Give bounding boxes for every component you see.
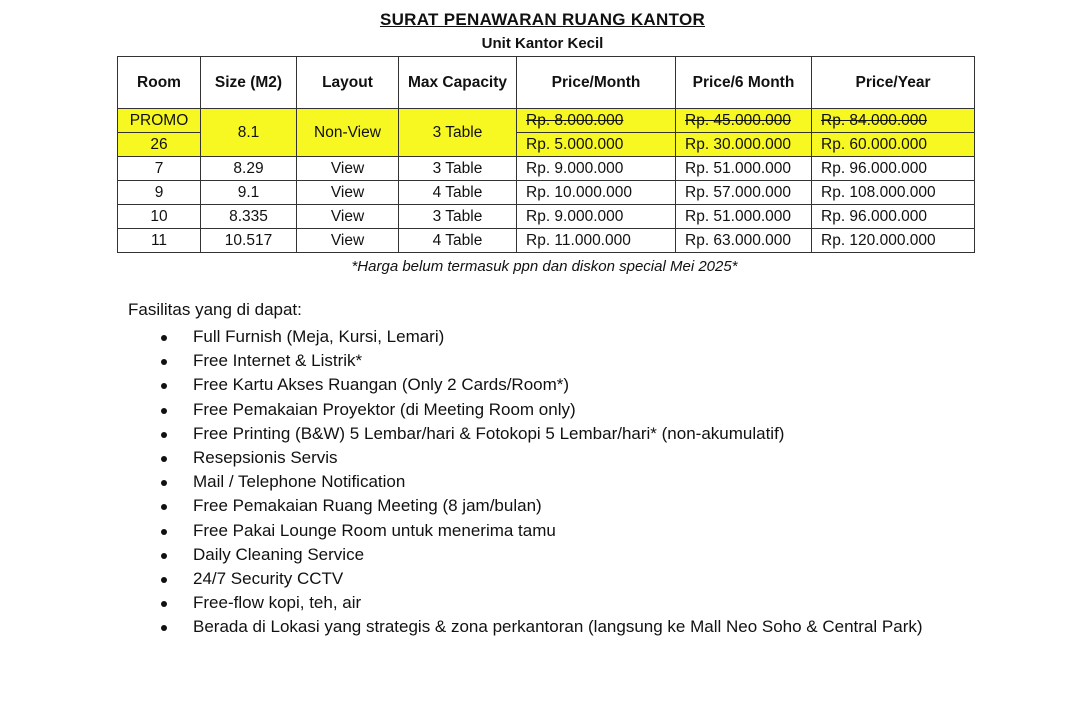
facility-text: Free Printing (B&W) 5 Lembar/hari & Fotokopi 5 Lembar/hari* (non-akumulatif) bbox=[193, 423, 785, 443]
promo-new-price-month: Rp. 5.000.000 bbox=[517, 133, 676, 157]
bullet-icon bbox=[161, 553, 167, 559]
facility-text: Full Furnish (Meja, Kursi, Lemari) bbox=[193, 327, 445, 346]
table-row bbox=[118, 157, 975, 181]
facility-text: Berada di Lokasi yang strategis & zona perkantoran (langsung ke Mall Neo Soho & Central Park) bbox=[193, 617, 923, 637]
header-price-6month: Price/6 Month bbox=[676, 57, 812, 109]
bullet-icon bbox=[161, 480, 167, 486]
list-item bbox=[150, 349, 923, 373]
header-max-capacity: Max Capacity bbox=[399, 57, 517, 109]
facility-text: Mail / Telephone Notification bbox=[193, 472, 406, 492]
price-6month-cell: Rp. 57.000.000 bbox=[676, 181, 812, 205]
price-year-cell: Rp. 120.000.000 bbox=[812, 229, 975, 253]
document-subtitle: Unit Kantor Kecil bbox=[481, 35, 604, 52]
price-6month-cell: Rp. 51.000.000 bbox=[676, 157, 812, 181]
header-size: Size (M2) bbox=[201, 57, 297, 109]
bullet-icon bbox=[161, 456, 167, 462]
bullet-icon bbox=[161, 625, 167, 631]
facility-text: Free Pakai Lounge Room untuk menerima tamu bbox=[193, 520, 556, 540]
capacity-cell: 3 Table bbox=[399, 205, 517, 229]
list-item bbox=[150, 446, 923, 470]
price-year-cell: Rp. 96.000.000 bbox=[812, 205, 975, 229]
size-cell: 8.335 bbox=[201, 205, 297, 229]
room-cell: 9 bbox=[118, 181, 201, 205]
promo-room-number: 26 bbox=[118, 133, 201, 157]
price-6month-cell: Rp. 63.000.000 bbox=[676, 229, 812, 253]
bullet-icon bbox=[161, 359, 167, 365]
promo-new-price-year: Rp. 60.000.000 bbox=[812, 133, 975, 157]
list-item bbox=[150, 422, 923, 446]
price-note: *Harga belum termasuk ppn dan diskon special Mei 2025* bbox=[351, 258, 738, 275]
price-month-cell: Rp. 10.000.000 bbox=[517, 181, 676, 205]
list-item bbox=[150, 398, 923, 422]
bullet-icon bbox=[161, 432, 167, 438]
capacity-cell: 3 Table bbox=[399, 157, 517, 181]
size-cell: 9.1 bbox=[201, 181, 297, 205]
price-year-cell: Rp. 96.000.000 bbox=[812, 157, 975, 181]
promo-old-price-month: Rp. 8.000.000 bbox=[517, 109, 676, 133]
bullet-icon bbox=[161, 529, 167, 535]
price-year-cell: Rp. 108.000.000 bbox=[812, 181, 975, 205]
header-layout: Layout bbox=[297, 57, 399, 109]
promo-layout: Non-View bbox=[297, 109, 399, 157]
promo-row bbox=[118, 109, 975, 133]
room-cell: 7 bbox=[118, 157, 201, 181]
size-cell: 10.517 bbox=[201, 229, 297, 253]
list-item bbox=[150, 543, 923, 567]
promo-size: 8.1 bbox=[201, 109, 297, 157]
table-row bbox=[118, 181, 975, 205]
facility-text: 24/7 Security CCTV bbox=[193, 568, 344, 588]
facility-text: Resepsionis Servis bbox=[193, 447, 338, 467]
list-item bbox=[150, 325, 923, 349]
header-price-month: Price/Month bbox=[517, 57, 676, 109]
promo-new-price-6month: Rp. 30.000.000 bbox=[676, 133, 812, 157]
facilities-list bbox=[150, 325, 923, 639]
capacity-cell: 4 Table bbox=[399, 229, 517, 253]
list-item bbox=[150, 373, 923, 397]
facility-text: Free Pemakaian Ruang Meeting (8 jam/bulan) bbox=[193, 496, 542, 516]
facility-text: Free Kartu Akses Ruangan (Only 2 Cards/Room*) bbox=[193, 375, 570, 395]
price-6month-cell: Rp. 51.000.000 bbox=[676, 205, 812, 229]
layout-cell: View bbox=[297, 205, 399, 229]
table-row bbox=[118, 229, 975, 253]
document-title: SURAT PENAWARAN RUANG KANTOR bbox=[379, 10, 706, 29]
facility-text: Free Pemakaian Proyektor (di Meeting Room only) bbox=[193, 399, 576, 419]
header-price-year: Price/Year bbox=[812, 57, 975, 109]
price-month-cell: Rp. 9.000.000 bbox=[517, 157, 676, 181]
pricing-table bbox=[117, 56, 975, 253]
layout-cell: View bbox=[297, 181, 399, 205]
bullet-icon bbox=[161, 335, 167, 341]
room-cell: 11 bbox=[118, 229, 201, 253]
bullet-icon bbox=[161, 601, 167, 607]
list-item bbox=[150, 591, 923, 615]
capacity-cell: 4 Table bbox=[399, 181, 517, 205]
promo-old-price-6month: Rp. 45.000.000 bbox=[676, 109, 812, 133]
promo-capacity: 3 Table bbox=[399, 109, 517, 157]
price-month-cell: Rp. 11.000.000 bbox=[517, 229, 676, 253]
list-item bbox=[150, 470, 923, 494]
size-cell: 8.29 bbox=[201, 157, 297, 181]
table-row bbox=[118, 205, 975, 229]
bullet-icon bbox=[161, 504, 167, 510]
list-item bbox=[150, 519, 923, 543]
list-item bbox=[150, 567, 923, 591]
layout-cell: View bbox=[297, 157, 399, 181]
facility-text: Free-flow kopi, teh, air bbox=[193, 593, 362, 613]
table-header-row bbox=[118, 57, 975, 109]
list-item bbox=[150, 615, 923, 639]
facility-text: Free Internet & Listrik* bbox=[193, 351, 363, 371]
promo-old-price-year: Rp. 84.000.000 bbox=[812, 109, 975, 133]
bullet-icon bbox=[161, 577, 167, 583]
facility-text: Daily Cleaning Service bbox=[193, 544, 365, 564]
facilities-heading: Fasilitas yang di dapat: bbox=[128, 300, 302, 319]
bullet-icon bbox=[161, 408, 167, 414]
price-month-cell: Rp. 9.000.000 bbox=[517, 205, 676, 229]
promo-room-label: PROMO bbox=[118, 109, 201, 133]
layout-cell: View bbox=[297, 229, 399, 253]
list-item bbox=[150, 494, 923, 518]
bullet-icon bbox=[161, 383, 167, 389]
room-cell: 10 bbox=[118, 205, 201, 229]
header-room: Room bbox=[118, 57, 201, 109]
